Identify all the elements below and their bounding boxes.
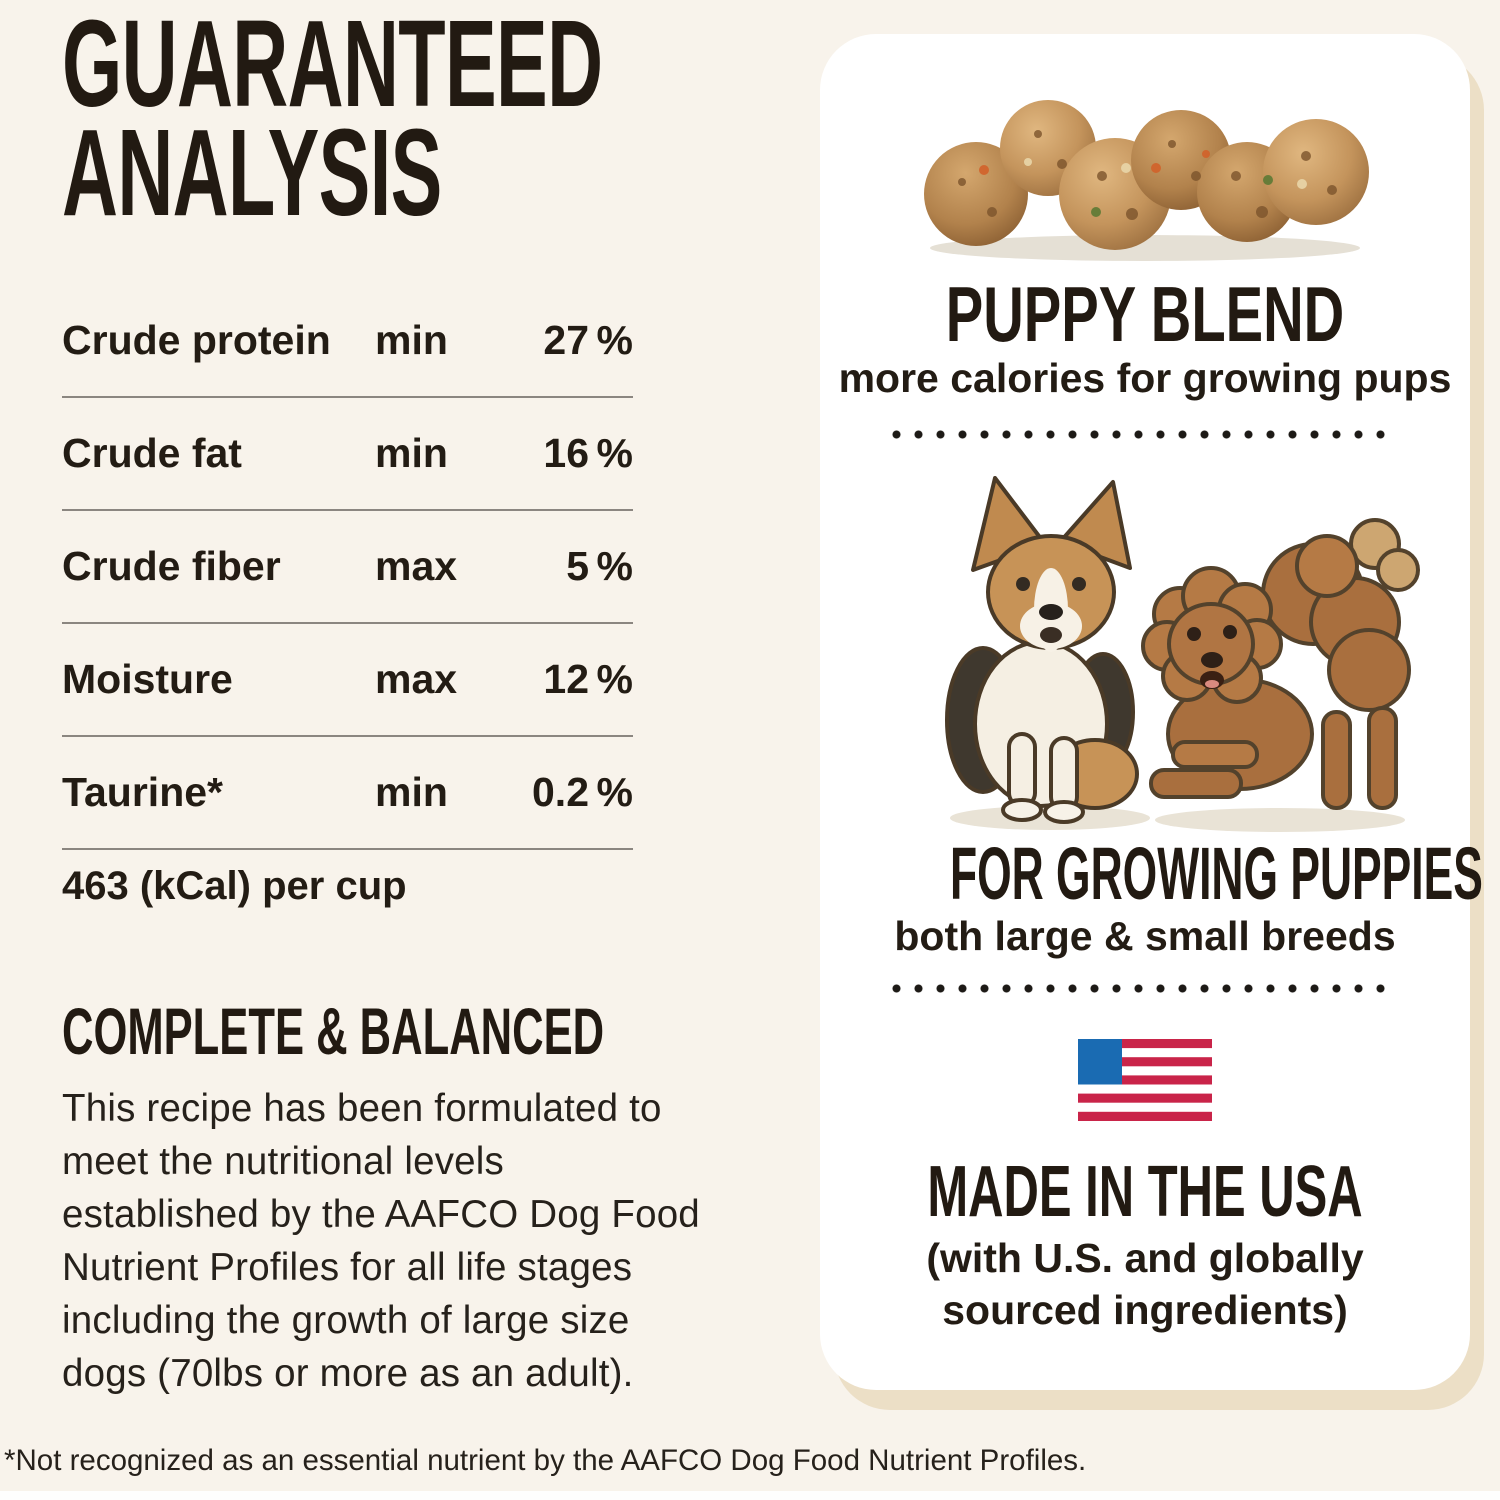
feature-card: [820, 34, 1483, 1390]
nutrient-qualifier: min: [375, 430, 448, 476]
nutrient-value: 27: [543, 317, 589, 363]
made-in-usa-title: MADE IN THE USA: [927, 1152, 1363, 1232]
puppy-blend-title: PUPPY BLEND: [945, 270, 1345, 358]
table-row: [62, 737, 633, 850]
footnote: *Not recognized as an essential nutrient by the AAFCO Dog Food Nutrient Profiles.: [4, 1444, 1087, 1477]
nutrient-unit: %: [596, 430, 633, 476]
nutrient-unit: %: [596, 543, 633, 589]
nutrient-value: 12: [543, 656, 589, 702]
table-row: [62, 285, 633, 398]
nutrient-unit: %: [596, 769, 633, 815]
kibble-image: [910, 72, 1380, 267]
table-row: [62, 624, 633, 737]
nutrient-name: Crude fiber: [62, 543, 281, 589]
for-growing-puppies-subtitle: both large & small breeds: [894, 913, 1396, 959]
nutrient-unit: %: [596, 317, 633, 363]
nutrient-qualifier: max: [375, 656, 458, 702]
nutrient-name: Taurine*: [62, 769, 223, 815]
made-in-usa-subtitle: [820, 1232, 1470, 1336]
dotted-divider: [892, 430, 1398, 439]
nutrient-qualifier: max: [375, 543, 458, 589]
nutrient-unit: %: [596, 656, 633, 702]
made-in-usa-subtitle-line-1: (with U.S. and globally: [926, 1235, 1364, 1281]
nutrient-qualifier: min: [375, 769, 448, 815]
nutrient-name: Moisture: [62, 656, 233, 702]
calories-per-cup: 463 (kCal) per cup: [62, 864, 407, 908]
table-row: [62, 511, 633, 624]
nutrient-name: Crude fat: [62, 430, 242, 476]
page-title: [62, 0, 920, 242]
made-in-usa-subtitle-line-2: sourced ingredients): [942, 1287, 1348, 1333]
nutrient-value: 5: [566, 543, 589, 589]
puppy-blend-subtitle: more calories for growing pups: [838, 355, 1452, 401]
dotted-divider: [892, 984, 1398, 993]
table-row: [62, 398, 633, 511]
nutrient-name: Crude protein: [62, 317, 331, 363]
puppies-illustration: [855, 472, 1435, 834]
title-line-2: ANALYSIS: [62, 105, 442, 242]
usa-flag-icon: [1078, 1039, 1212, 1121]
nutrient-qualifier: min: [375, 317, 448, 363]
title-line-1: GUARANTEED: [62, 0, 603, 133]
guaranteed-analysis-table: [62, 285, 633, 850]
bottom-edge: [0, 1491, 1500, 1500]
nutrient-value: 16: [543, 430, 589, 476]
nutrient-value: 0.2: [532, 769, 589, 815]
for-growing-puppies-title: FOR GROWING PUPPIES: [950, 832, 1483, 915]
aafco-statement: This recipe has been formulated to meet the nutritional levels established by the AAFCO Dog Food Nutrient Profiles for all life stages including the growth of large size dogs (70lbs or more as an adult).: [62, 1087, 700, 1395]
complete-balanced-heading: COMPLETE & BALANCED: [62, 994, 605, 1068]
